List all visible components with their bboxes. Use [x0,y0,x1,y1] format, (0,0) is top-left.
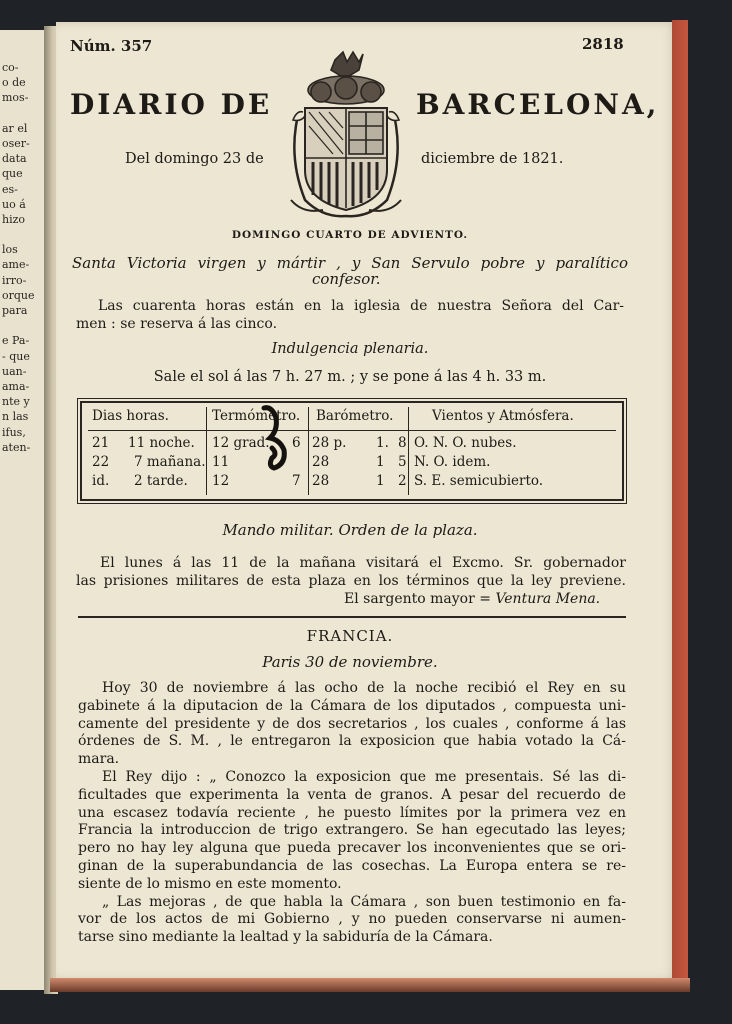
article-line: El Rey dijo : „ Conozco la exposicion que me presentais. Sé las di- [102,769,626,785]
table-cell: 22 [92,454,110,470]
left-page-line: ama- [2,379,30,393]
left-page-line [2,106,42,121]
table-cell: 8 [398,435,407,451]
table-cell: 2 tarde. [134,473,188,489]
red-page-edge [672,20,688,978]
article-line: pero no hay ley alguna que pueda precaver los inconvenientes que se ori- [78,840,626,857]
table-cell: 11 [212,454,230,470]
france-heading: FRANCIA. [306,627,394,645]
coat-of-arms-icon [283,50,409,220]
signature-name: Ventura Mena. [495,591,601,607]
table-cell: 2 [398,473,407,489]
article-line: Hoy 30 de noviembre á las ocho de la noche recibió el Rey en su [102,680,626,696]
table-cell: 7 mañana. [134,454,206,470]
left-page-line: irro- [2,273,27,287]
table-cell: 21 [92,435,110,451]
table-divider [308,407,309,495]
indulgence-note: Indulgencia plenaria. [271,341,429,357]
left-facing-page [0,30,46,990]
table-cell: 11 noche. [128,435,195,451]
left-page-line: es- [2,182,18,196]
military-notice-line-1: El lunes á las 11 de la mañana visitará el Excmo. Sr. gobernador [100,555,626,571]
article-line: mara. [78,751,120,768]
left-page-line: uan- [2,364,27,378]
military-signature [344,591,600,607]
article-line: gabinete á la diputacion de la Cámara de los diputados , compuesta uni- [78,697,626,714]
saints-line-1: Santa Victoria virgen y mártir , y San Servulo pobre y paralítico [72,254,628,272]
left-page-text [2,60,42,455]
left-page-line: nte y [2,395,30,409]
section-divider [78,616,626,618]
table-header: Dias horas. [92,408,169,424]
military-heading: Mando militar. Orden de la plaza. [222,521,478,539]
issue-date-right: diciembre de 1821. [421,151,564,167]
left-page-line: o de [2,76,26,90]
left-page-line: hizo [2,212,26,226]
article-line: ginan de la superabundancia de las cosechas. La Europa entera se re- [78,858,626,874]
article-line: una escasez todavía reciente , he puesto límites por la primera vez en [78,804,626,821]
table-cell: 28 [312,454,330,470]
table-cell: 7 [292,473,301,489]
table-cell: 1 [376,454,385,470]
masthead-title-left: DIARIO DE [70,88,273,121]
page-number: 2818 [582,35,624,53]
left-page-line [2,227,42,242]
forty-hours-line-1: Las cuarenta horas están en la iglesia de nuestra Señora del Car- [98,298,624,314]
table-cell: N. O. idem. [414,454,491,470]
table-divider [206,407,207,495]
military-notice-line-2: las prisiones militares de esta plaza en los términos que la ley previene. [76,573,626,589]
left-page-line: para [2,304,28,317]
left-page-line: orque [2,288,35,302]
saints-line-2: confesor. [312,270,381,288]
left-page-line: data [2,152,27,166]
issue-number: Núm. 357 [70,37,153,55]
left-page-line: que [2,167,23,181]
table-cell: 1. [376,435,389,451]
signature-prefix: El sargento mayor = [344,591,496,607]
table-cell: 28 p. [312,435,347,451]
table-cell: 6 [292,435,301,451]
table-cell: id. [92,473,110,489]
table-cell: 12 grad. [212,435,270,451]
forty-hours-line-2: men : se reserva á las cinco. [76,316,278,332]
left-page-line: - que [2,349,30,363]
article-line: vor de los actos de mi Gobierno , y no pueden conservarse ni aumen- [78,911,626,928]
article-line: órdenes de S. M. , le entregaron la exposicion que habia votado la Cá- [78,733,626,750]
left-page-line: e Pa- [2,334,30,348]
table-header: Barómetro. [316,408,394,424]
left-page-line: ame- [2,258,30,272]
table-cell: S. E. semicubierto. [414,473,544,489]
left-page-line: n las [2,410,29,424]
table-header: Vientos y Atmósfera. [432,408,574,424]
table-cell: O. N. O. nubes. [414,435,517,451]
liturgical-day: DOMINGO CUARTO DE ADVIENTO. [231,229,469,241]
table-divider [408,407,409,495]
table-cell: 1 [376,473,385,489]
left-page-line: uo á [2,197,26,211]
article-line: Francia la introduccion de trigo extrangero. Se han egecutado las leyes; [78,822,626,839]
article-line: „ Las mejoras , de que habla la Cámara , son buen testimonio en fa- [102,893,626,910]
left-page-line: ifus, [2,425,26,439]
table-cell: 12 [212,473,230,489]
weather-table [80,401,624,501]
left-page-line [2,318,42,333]
left-page-line: los [2,243,18,257]
article-line: siente de lo mismo en este momento. [78,875,342,892]
left-page-line: aten- [2,440,31,454]
table-cell: 28 [312,473,330,489]
table-header-rule [88,430,616,431]
left-page-line: oser- [2,136,30,150]
left-page-line: mos- [2,91,29,105]
masthead-title-right: BARCELONA, [416,88,660,121]
table-cell: 5 [398,454,407,470]
book-bottom-edge [50,978,690,992]
article-line: ficultades que experimenta la venta de granos. A pesar del recuerdo de [78,786,626,803]
table-header: Termómetro. [212,408,301,424]
left-page-line: co- [2,61,19,74]
article-line: camente del presidente y de dos secretarios , los cuales , conforme á las [78,715,626,732]
issue-date-left: Del domingo 23 de [125,151,264,167]
left-page-line: ar el [2,121,28,135]
sunrise-sunset: Sale el sol á las 7 h. 27 m. ; y se pone á las 4 h. 33 m. [153,369,547,385]
france-dateline: Paris 30 de noviembre. [262,653,438,671]
ink-mark-icon [258,404,298,472]
article-line: tarse sino mediante la lealtad y la sabiduría de la Cámara. [78,929,493,946]
